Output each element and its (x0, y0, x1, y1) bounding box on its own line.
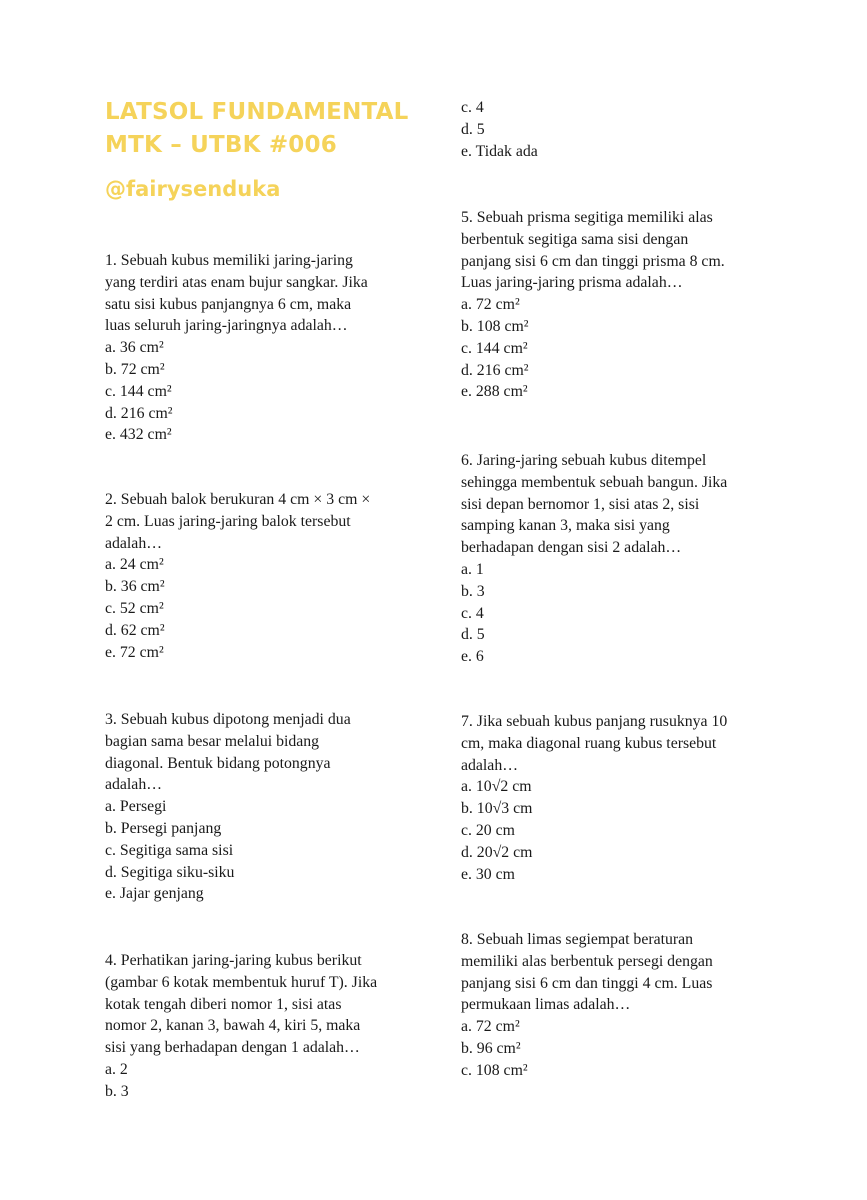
answer-option: d. 20√2 cm (461, 843, 533, 861)
question-text-line: 6. Jaring-jaring sebuah kubus ditempel (461, 452, 707, 469)
question-text-line: panjang sisi 6 cm dan tinggi 4 cm. Luas (461, 974, 713, 992)
answer-option: b. 72 cm² (105, 360, 165, 378)
answer-option: b. 108 cm² (461, 317, 529, 335)
question-7 (461, 711, 761, 885)
question-text-line: 2. Sebuah balok berukuran 4 cm × 3 cm × (105, 491, 371, 508)
answer-option: c. 52 cm² (105, 599, 164, 617)
title-line-2: MTK – UTBK #006 (105, 132, 337, 158)
answer-option: a. 72 cm² (461, 1018, 520, 1036)
question-text-line: adalah… (105, 534, 163, 552)
answer-option: c. 144 cm² (105, 382, 172, 400)
answer-option: a. 72 cm² (461, 296, 520, 314)
answer-option: a. 36 cm² (105, 339, 164, 357)
answer-option: d. 216 cm² (461, 361, 529, 379)
question-1 (105, 250, 405, 446)
question-text-line: adalah… (105, 776, 163, 794)
question-text-line: sisi depan bernomor 1, sisi atas 2, sisi (461, 495, 700, 513)
answer-option: b. 36 cm² (105, 578, 165, 596)
answer-option: c. 4 (461, 604, 484, 622)
question-text-line: 3. Sebuah kubus dipotong menjadi dua (105, 711, 351, 728)
answer-option: b. 3 (461, 582, 485, 600)
page-title (105, 96, 408, 162)
answer-option: c. 20 cm (461, 821, 515, 839)
author-handle: @fairysenduka (105, 177, 281, 201)
title-line-1: LATSOL FUNDAMENTAL (105, 99, 409, 125)
question-text-line: yang terdiri atas enam bujur sangkar. Jika (105, 273, 368, 291)
answer-option: e. 432 cm² (105, 426, 172, 444)
question-2 (105, 489, 405, 663)
question-5 (461, 207, 761, 403)
question-text-line: satu sisi kubus panjangnya 6 cm, maka (105, 295, 352, 313)
question-text-line: sisi yang berhadapan dengan 1 adalah… (105, 1039, 360, 1057)
question-text-line: 2 cm. Luas jaring-jaring balok tersebut (105, 512, 351, 530)
answer-option: e. 30 cm (461, 865, 515, 883)
question-text-line: adalah… (461, 756, 519, 774)
answer-option: a. Persegi (105, 798, 167, 816)
question-3 (105, 709, 405, 905)
question-text-line: 8. Sebuah limas segiempat beraturan (461, 931, 694, 948)
question-text-line: memiliki alas berbentuk persegi dengan (461, 952, 713, 970)
question-text-line: sehingga membentuk sebuah bangun. Jika (461, 473, 728, 491)
answer-option: b. 96 cm² (461, 1039, 521, 1057)
answer-option: a. 2 (105, 1060, 128, 1078)
answer-option: c. Segitiga sama sisi (105, 841, 234, 859)
question-text-line: 7. Jika sebuah kubus panjang rusuknya 10 (461, 713, 728, 730)
answer-option: a. 1 (461, 560, 484, 578)
answer-option: b. 10√3 cm (461, 800, 533, 818)
answer-option: a. 24 cm² (105, 556, 164, 574)
answer-option: c. 4 (461, 99, 484, 116)
question-6 (461, 450, 761, 668)
question-8 (461, 929, 761, 1082)
question-text-line: samping kanan 3, maka sisi yang (461, 517, 670, 535)
question-text-line: 4. Perhatikan jaring-jaring kubus berikut (105, 952, 362, 969)
question-text-line: nomor 2, kanan 3, bawah 4, kiri 5, maka (105, 1017, 361, 1035)
answer-option: b. 3 (105, 1082, 129, 1100)
question-text-line: (gambar 6 kotak membentuk huruf T). Jika (105, 973, 378, 991)
question-text-line: berhadapan dengan sisi 2 adalah… (461, 539, 682, 557)
question-text-line: panjang sisi 6 cm dan tinggi prisma 8 cm. (461, 252, 725, 270)
question-4-continued (461, 97, 761, 162)
answer-option: c. 108 cm² (461, 1061, 528, 1079)
answer-option: e. 6 (461, 648, 484, 666)
answer-option: a. 10√2 cm (461, 778, 532, 796)
question-text-line: luas seluruh jaring-jaringnya adalah… (105, 317, 348, 335)
answer-option: d. Segitiga siku-siku (105, 863, 235, 881)
question-4 (105, 950, 405, 1103)
question-text-line: kotak tengah diberi nomor 1, sisi atas (105, 995, 342, 1013)
answer-option: d. 216 cm² (105, 404, 173, 422)
question-text-line: bagian sama besar melalui bidang (105, 732, 320, 750)
answer-option: d. 5 (461, 626, 485, 644)
answer-option: e. 72 cm² (105, 643, 164, 661)
answer-option: d. 5 (461, 120, 485, 138)
question-text-line: berbentuk segitiga sama sisi dengan (461, 230, 689, 248)
question-text-line: 5. Sebuah prisma segitiga memiliki alas (461, 209, 713, 226)
question-text-line: cm, maka diagonal ruang kubus tersebut (461, 734, 717, 752)
question-text-line: 1. Sebuah kubus memiliki jaring-jaring (105, 252, 353, 269)
answer-option: e. Tidak ada (461, 142, 538, 160)
answer-option: e. Jajar genjang (105, 885, 204, 903)
answer-option: d. 62 cm² (105, 621, 165, 639)
question-text-line: Luas jaring-jaring prisma adalah… (461, 274, 683, 292)
question-text-line: permukaan limas adalah… (461, 996, 631, 1014)
answer-option: c. 144 cm² (461, 339, 528, 357)
answer-option: e. 288 cm² (461, 383, 528, 401)
answer-option: b. Persegi panjang (105, 819, 222, 837)
question-text-line: diagonal. Bentuk bidang potongnya (105, 754, 331, 772)
